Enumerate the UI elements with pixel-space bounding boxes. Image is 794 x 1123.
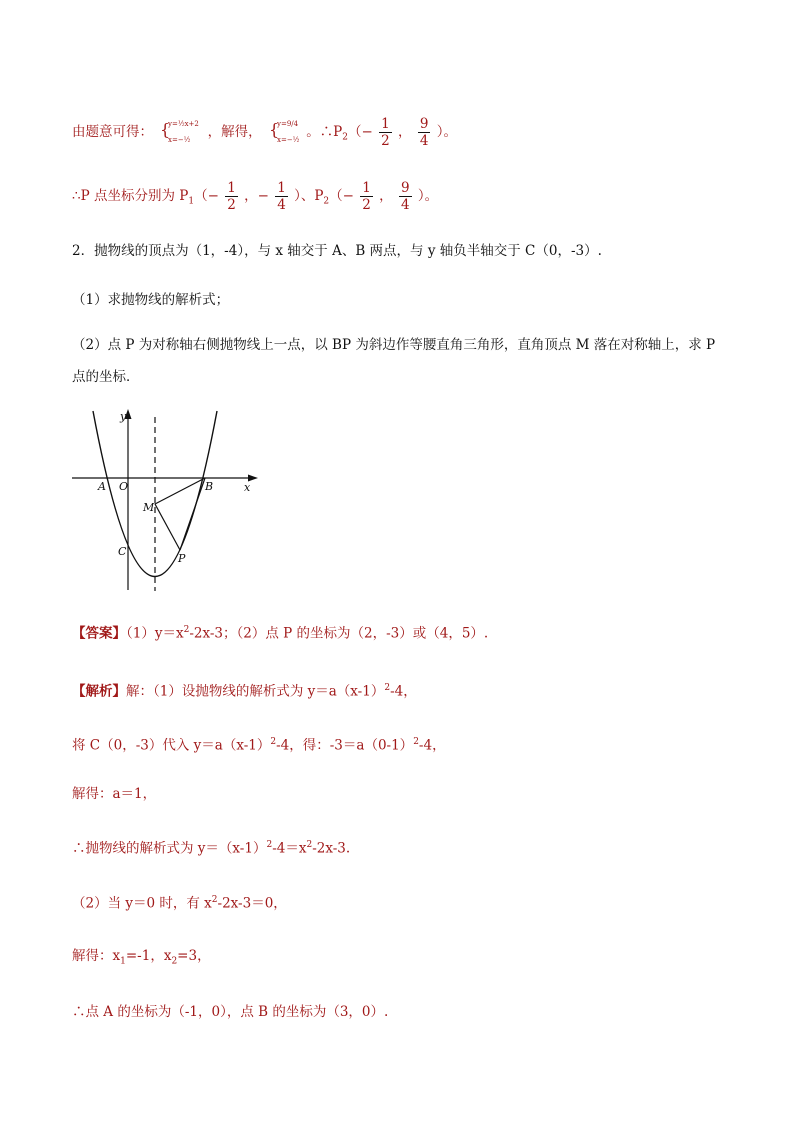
superscript: 2 [266, 840, 273, 850]
svg-text:{: { [160, 119, 171, 139]
superscript: 2 [211, 895, 218, 905]
tail-prefix: 。∴P [306, 124, 343, 140]
analysis-text: -2x-3. [312, 840, 351, 857]
equation-system-1 [160, 117, 200, 149]
analysis-tag: 【解析】 [72, 683, 126, 700]
analysis-text: （2）当 y＝0 时，有 x [72, 895, 212, 912]
answer-line [72, 620, 488, 644]
label-B: B [205, 480, 214, 493]
label-M: M [143, 501, 155, 514]
label-P: P [178, 552, 186, 565]
analysis-line-7: ∴点 A 的坐标为（-1，0），点 B 的坐标为（3，0）. [72, 1004, 389, 1020]
fraction: $\frac{1}{2}$ [227, 180, 236, 213]
question-2-line-b: 点的坐标． [72, 369, 140, 385]
answer-part: （1）y＝x [126, 625, 184, 642]
analysis-text: -4， [418, 737, 446, 754]
separator: ， [379, 188, 393, 204]
close-paren: ）。 [436, 124, 457, 140]
analysis-text: -4，得：-3＝a（0-1） [276, 737, 414, 754]
question-2-line-a: （2）点 P 为对称轴右侧抛物线上一点，以 BP 为斜边作等腰直角三角形，直角顶点 M 落在对称轴上，求 P [72, 337, 716, 353]
analysis-text: 将 C（0，-3）代入 y＝a（x-1） [72, 737, 271, 754]
superscript: 2 [384, 683, 391, 693]
fraction: $\frac{1}{2}$ [362, 180, 371, 213]
superscript: 2 [413, 737, 419, 747]
label-C: C [118, 545, 127, 558]
superscript: 2 [183, 625, 190, 635]
fraction: $\frac{1}{4}$ [277, 180, 286, 213]
close-paren: ）、P [294, 188, 324, 204]
svg-text:{: { [268, 119, 280, 139]
label-y: y [120, 410, 127, 423]
solution-line-2 [72, 180, 438, 213]
question-1: （1）求抛物线的解析式； [72, 292, 230, 308]
svg-text:x=−½: x=−½ [276, 135, 299, 144]
analysis-text: 解得：x [72, 948, 121, 964]
analysis-text: =3， [177, 948, 211, 964]
svg-text:y=½x+2: y=½x+2 [168, 119, 200, 128]
analysis-text: -4， [390, 683, 417, 700]
open-paren: （− [194, 188, 219, 204]
analysis-text: ∴抛物线的解析式为 y＝（x-1） [72, 840, 267, 857]
fraction-9-4: $\frac{9}{4}$ [419, 116, 429, 149]
superscript: 2 [270, 737, 277, 747]
analysis-line-4 [72, 835, 350, 859]
close-paren: ）。 [417, 188, 439, 204]
subscript: 2 [323, 196, 330, 207]
analysis-line-2 [72, 732, 446, 756]
answer-tag: 【答案】 [72, 625, 126, 642]
p-coords-lead: ∴P 点坐标分别为 P [72, 188, 189, 204]
svg-text:x=−½: x=−½ [168, 135, 191, 144]
open-paren: （− [348, 124, 373, 140]
superscript: 2 [306, 840, 313, 850]
subscript: 2 [342, 132, 349, 143]
analysis-line-3: 解得：a＝1， [72, 786, 157, 802]
subscript: 2 [171, 956, 178, 967]
analysis-line-1 [72, 678, 417, 702]
label-O: O [119, 480, 129, 493]
analysis-line-6 [72, 946, 211, 972]
lead-text: 由题意可得： [72, 124, 153, 140]
separator: ，− [244, 188, 269, 204]
equation-system-2 [269, 117, 299, 149]
subscript: 1 [188, 196, 195, 207]
fraction: $\frac{9}{4}$ [400, 180, 410, 213]
analysis-text: =-1，x [125, 948, 172, 964]
label-x: x [244, 481, 251, 494]
segment-MP [155, 504, 180, 550]
solution-line-1 [72, 116, 457, 149]
answer-part: -2x-3；（2）点 P 的坐标为（2，-3）或（4，5）. [189, 625, 489, 642]
fraction-1-2: $\frac{1}{2}$ [381, 116, 390, 149]
analysis-text: 解：（1）设抛物线的解析式为 y＝a（x-1） [126, 683, 385, 700]
comma: ， [398, 124, 412, 140]
svg-text:y=9/4: y=9/4 [276, 119, 298, 128]
open-paren: （− [329, 188, 354, 204]
analysis-text: -4＝x [272, 840, 307, 857]
parabola-figure [68, 405, 268, 595]
problem-statement: 2．抛物线的顶点为（1，-4），与 x 轴交于 A、B 两点，与 y 轴负半轴交于 C（0，-3）. [72, 243, 602, 259]
subscript: 1 [120, 956, 126, 967]
solve-word: ，解得， [207, 124, 262, 140]
analysis-line-5 [72, 890, 287, 914]
label-A: A [98, 480, 106, 493]
analysis-text: -2x-3＝0， [217, 895, 287, 912]
